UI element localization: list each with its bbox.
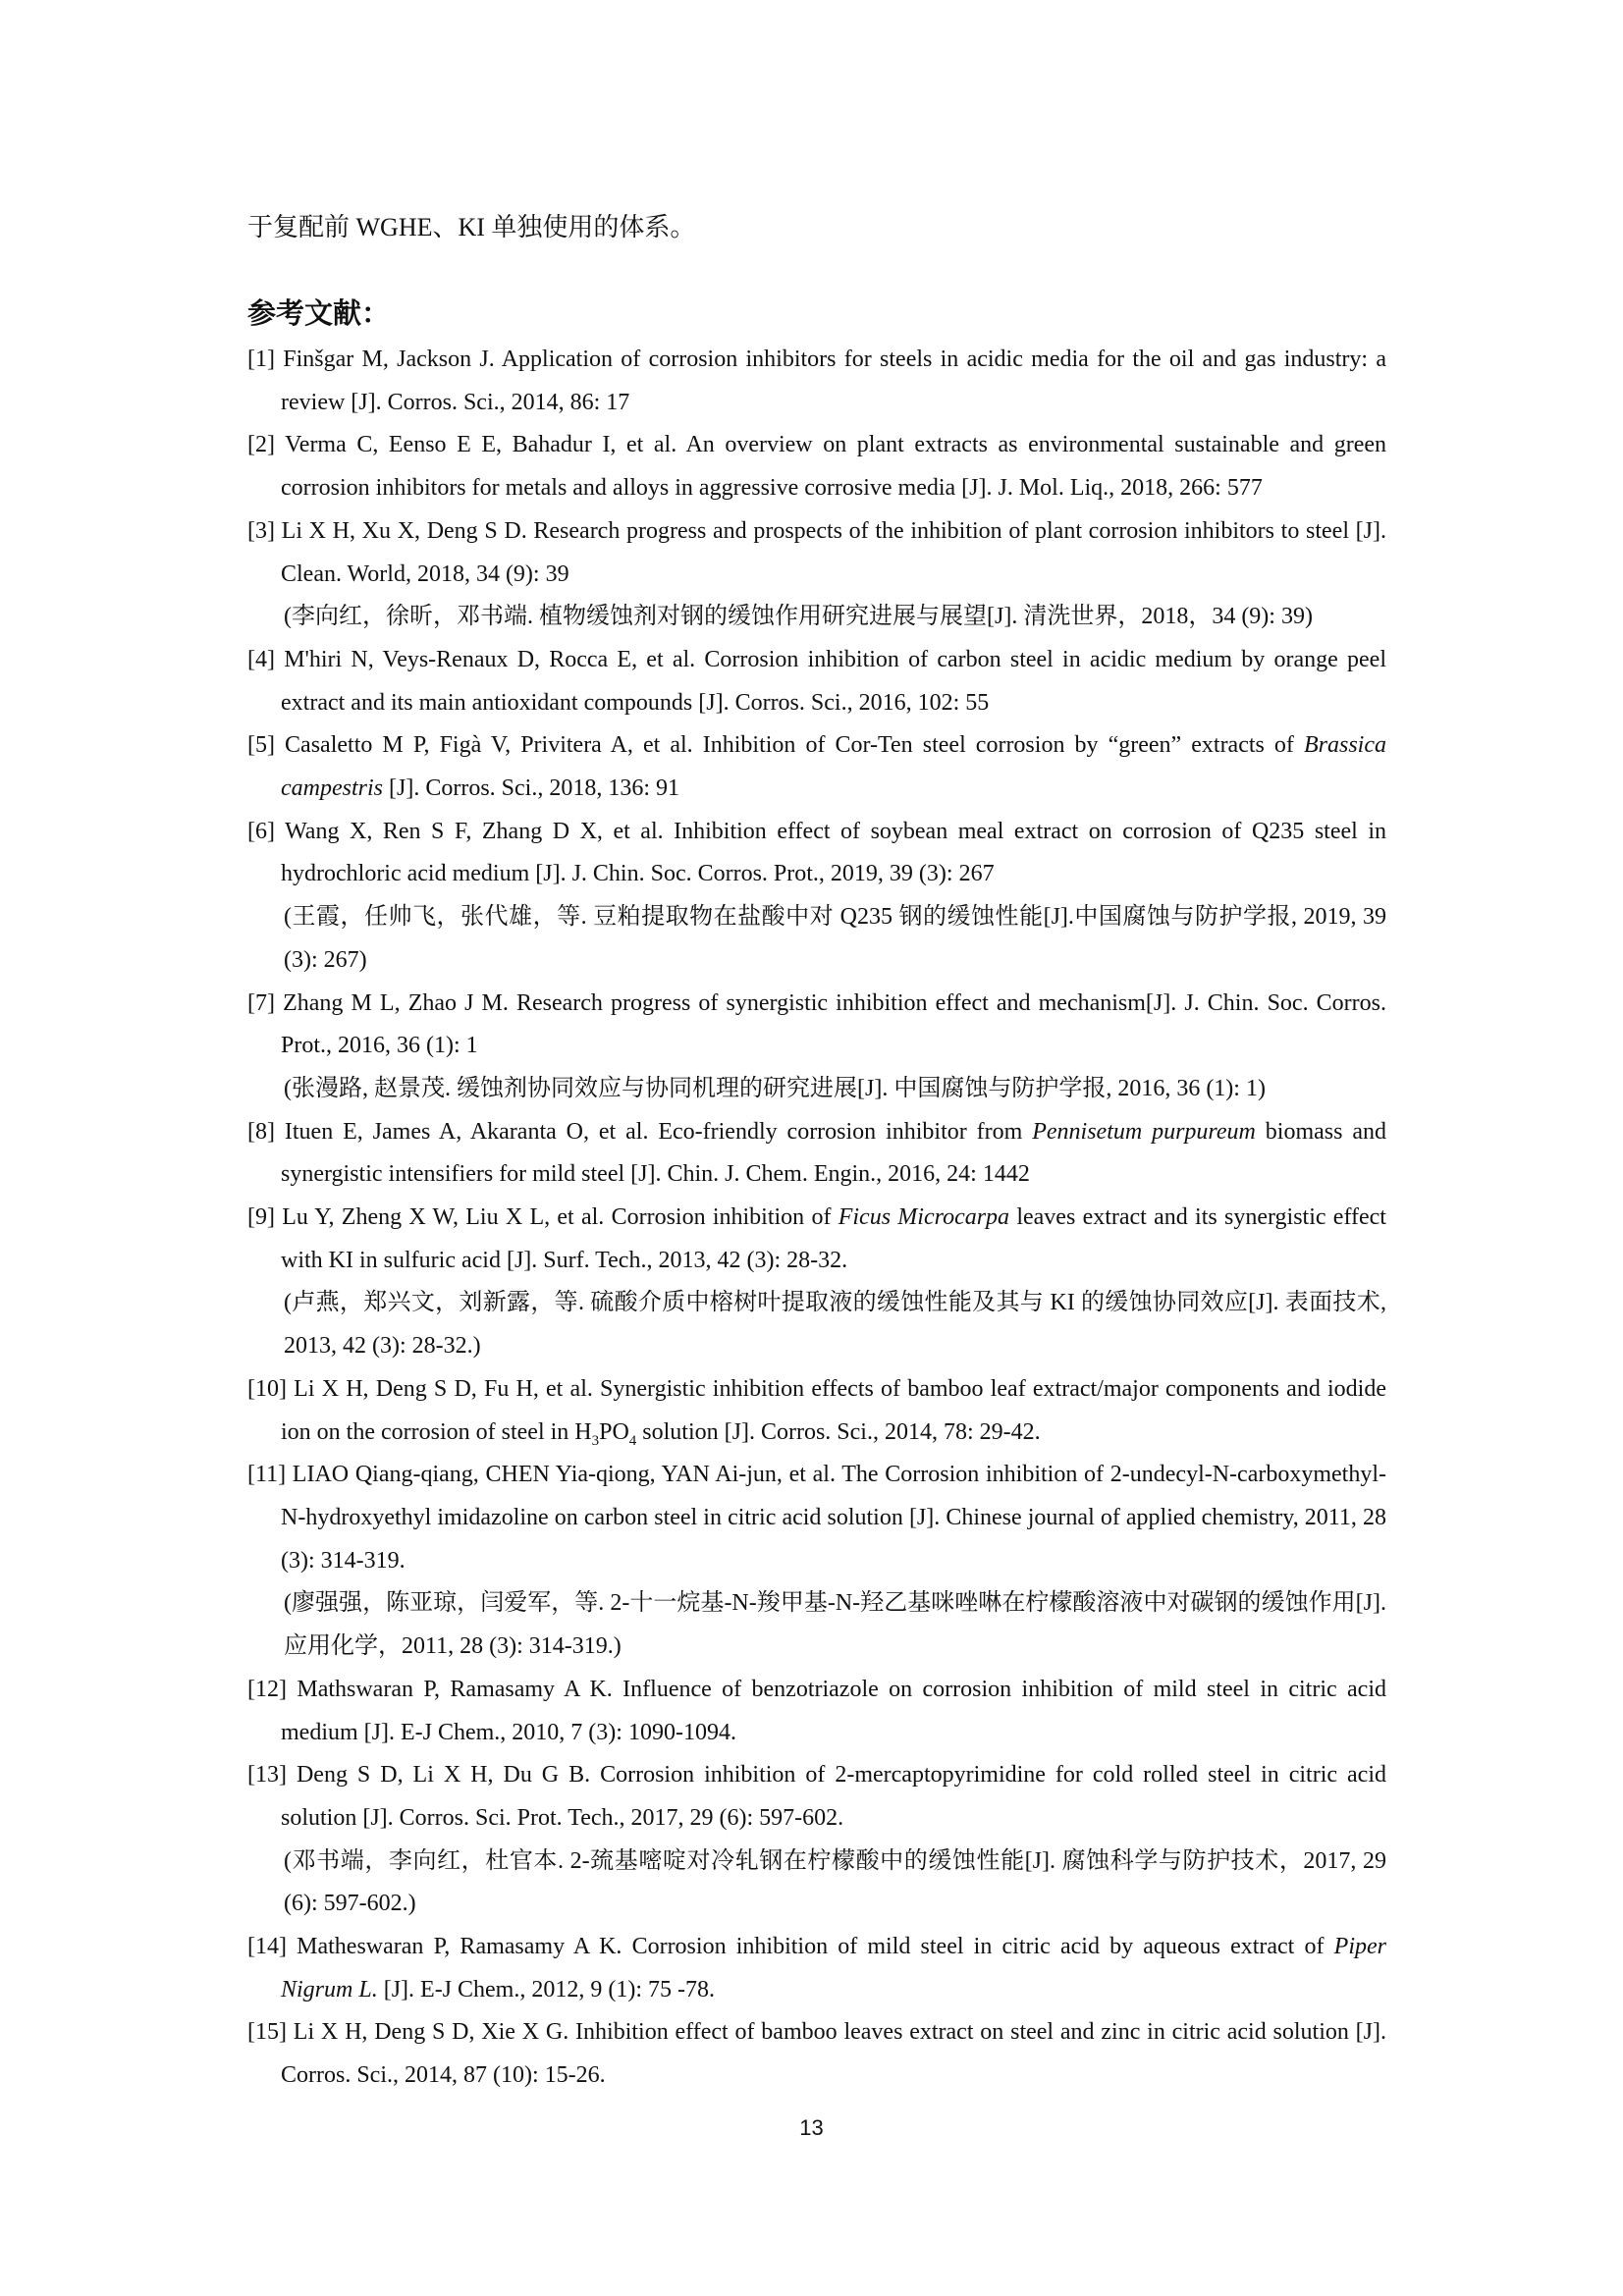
reference-item-11 [247, 1454, 1386, 1669]
reference-text: [5] Casaletto M P, Figà V, Privitera A, et al. Inhibition of Cor-Ten steel corrosion by “green” extracts of [247, 732, 1304, 759]
species-name: Brassica campestris [281, 732, 1386, 802]
reference-chinese-text: (张漫路, 赵景茂. 缓蚀剂协同效应与协同机理的研究进展[J]. 中国腐蚀与防护学报, 2016, 36 (1): 1) [284, 1075, 1266, 1101]
reference-item-4 [247, 639, 1386, 724]
reference-text-tail: [J]. Corros. Sci., 2018, 136: 91 [383, 775, 679, 802]
reference-item-1 [247, 339, 1386, 424]
reference-text: [4] M'hiri N, Veys-Renaux D, Rocca E, et al. Corrosion inhibition of carbon steel in acidic medium by orange peel extract and its main antioxidant compounds [J]. Corros. Sci., 2016, 102: 55 [247, 646, 1386, 716]
reference-item-8 [247, 1111, 1386, 1197]
reference-item-14 [247, 1926, 1386, 2011]
reference-item-10 [247, 1368, 1386, 1454]
reference-list [247, 339, 1386, 2098]
reference-chinese-text: (廖强强，陈亚琼，闫爱军，等. 2-十一烷基-N-羧甲基-N-羟乙基咪唑啉在柠檬酸溶液中对碳钢的缓蚀作用[J]. 应用化学，2011, 28 (3): 314-319.) [284, 1590, 1386, 1660]
reference-item-5 [247, 724, 1386, 810]
reference-text: [8] Ituen E, James A, Akaranta O, et al. Eco-friendly corrosion inhibitor from [247, 1118, 1033, 1145]
reference-text: [14] Matheswaran P, Ramasamy A K. Corrosion inhibition of mild steel in citric acid by aqueous extract of [247, 1934, 1334, 1960]
formula-part: PO [599, 1418, 629, 1445]
reference-item-12 [247, 1669, 1386, 1754]
species-name: Ficus Microcarpa [838, 1204, 1010, 1231]
intro-paragraph: 于复配前 WGHE、KI 单独使用的体系。 [247, 213, 696, 241]
reference-text: [13] Deng S D, Li X H, Du G B. Corrosion inhibition of 2-mercaptopyrimidine for cold rolled steel in citric acid solution [J]. Corros. Sci. Prot. Tech., 2017, 29 (6): 597-602. [247, 1762, 1386, 1831]
subscript: 3 [591, 1432, 600, 1449]
reference-text: [3] Li X H, Xu X, Deng S D. Research progress and prospects of the inhibition of plant corrosion inhibitors to steel [J]. Clean. World, 2018, 34 (9): 39 [247, 517, 1386, 587]
reference-text: [1] Finšgar M, Jackson J. Application of corrosion inhibitors for steels in acidic media for the oil and gas industry: a review [J]. Corros. Sci., 2014, 86: 17 [247, 347, 1386, 415]
reference-item-15 [247, 2011, 1386, 2097]
reference-text: [6] Wang X, Ren S F, Zhang D X, et al. Inhibition effect of soybean meal extract on corrosion of Q235 steel in hydrochloric acid medium [J]. J. Chin. Soc. Corros. Prot., 2019, 39 (3): 267 [247, 818, 1386, 887]
reference-item-2 [247, 424, 1386, 509]
species-name: Piper Nigrum L. [281, 1934, 1386, 2002]
references-heading: 参考文献： [247, 296, 391, 330]
reference-chinese-text: (李向红，徐昕，邓书端. 植物缓蚀剂对钢的缓蚀作用研究进展与展望[J]. 清洗世界，2018，34 (9): 39) [284, 604, 1313, 630]
reference-item-9 [247, 1197, 1386, 1368]
reference-text: [2] Verma C, Eenso E E, Bahadur I, et al. An overview on plant extracts as environmental sustainable and green corrosion inhibitors for metals and alloys in aggressive corrosive media [J]. J. Mol. Liq., 2018, 266: 577 [247, 432, 1386, 502]
subscript: 4 [628, 1432, 637, 1449]
reference-item-6 [247, 811, 1386, 983]
species-name: Pennisetum purpureum [1032, 1118, 1256, 1145]
reference-text: [7] Zhang M L, Zhao J M. Research progress of synergistic inhibition effect and mechanism[J]. J. Chin. Soc. Corros. Prot., 2016, 36 (1): 1 [247, 989, 1386, 1059]
reference-item-7 [247, 983, 1386, 1111]
reference-text-tail: solution [J]. Corros. Sci., 2014, 78: 29-42. [636, 1418, 1041, 1445]
reference-item-13 [247, 1754, 1386, 1926]
reference-text-tail: [J]. E-J Chem., 2012, 9 (1): 75 -78. [377, 1976, 715, 2002]
reference-chinese-text: (王霞，任帅飞，张代雄，等. 豆粕提取物在盐酸中对 Q235 钢的缓蚀性能[J].中国腐蚀与防护学报, 2019, 39 (3): 267) [284, 904, 1386, 973]
reference-item-3 [247, 510, 1386, 639]
reference-text-tail: biomass and synergistic intensifiers for mild steel [J]. Chin. J. Chem. Engin., 2016, 24: 1442 [281, 1118, 1387, 1188]
reference-chinese-text: (邓书端，李向红，杜官本. 2-巯基嘧啶对冷轧钢在柠檬酸中的缓蚀性能[J]. 腐蚀科学与防护技术，2017, 29 (6): 597-602.) [284, 1847, 1386, 1917]
page-number: 13 [799, 2115, 824, 2140]
reference-text-tail: leaves extract and its synergistic effect with KI in sulfuric acid [J]. Surf. Tech., 2013, 42 (3): 28-32. [281, 1204, 1386, 1273]
reference-chinese-text: (卢燕，郑兴文，刘新露，等. 硫酸介质中榕树叶提取液的缓蚀性能及其与 KI 的缓蚀协同效应[J]. 表面技术, 2013, 42 (3): 28-32.) [284, 1290, 1386, 1360]
reference-text: [10] Li X H, Deng S D, Fu H, et al. Synergistic inhibition effects of bamboo leaf extract/major components and iodide ion on the corrosion of steel in H [247, 1375, 1386, 1445]
reference-text: [9] Lu Y, Zheng X W, Liu X L, et al. Corrosion inhibition of [247, 1204, 839, 1231]
reference-text: [11] LIAO Qiang-qiang, CHEN Yia-qiong, YAN Ai-jun, et al. The Corrosion inhibition of 2-undecyl-N-carboxymethyl-N-hydroxyethyl imidazoline on carbon steel in citric acid solution [J]. Chinese journal of applied chemistry, 2011, 28 (3): 314-319. [247, 1462, 1386, 1574]
reference-text: [12] Mathswaran P, Ramasamy A K. Influence of benzotriazole on corrosion inhibition of mild steel in citric acid medium [J]. E-J Chem., 2010, 7 (3): 1090-1094. [247, 1676, 1386, 1745]
reference-text: [15] Li X H, Deng S D, Xie X G. Inhibition effect of bamboo leaves extract on steel and zinc in citric acid solution [J]. Corros. Sci., 2014, 87 (10): 15-26. [247, 2019, 1386, 2089]
